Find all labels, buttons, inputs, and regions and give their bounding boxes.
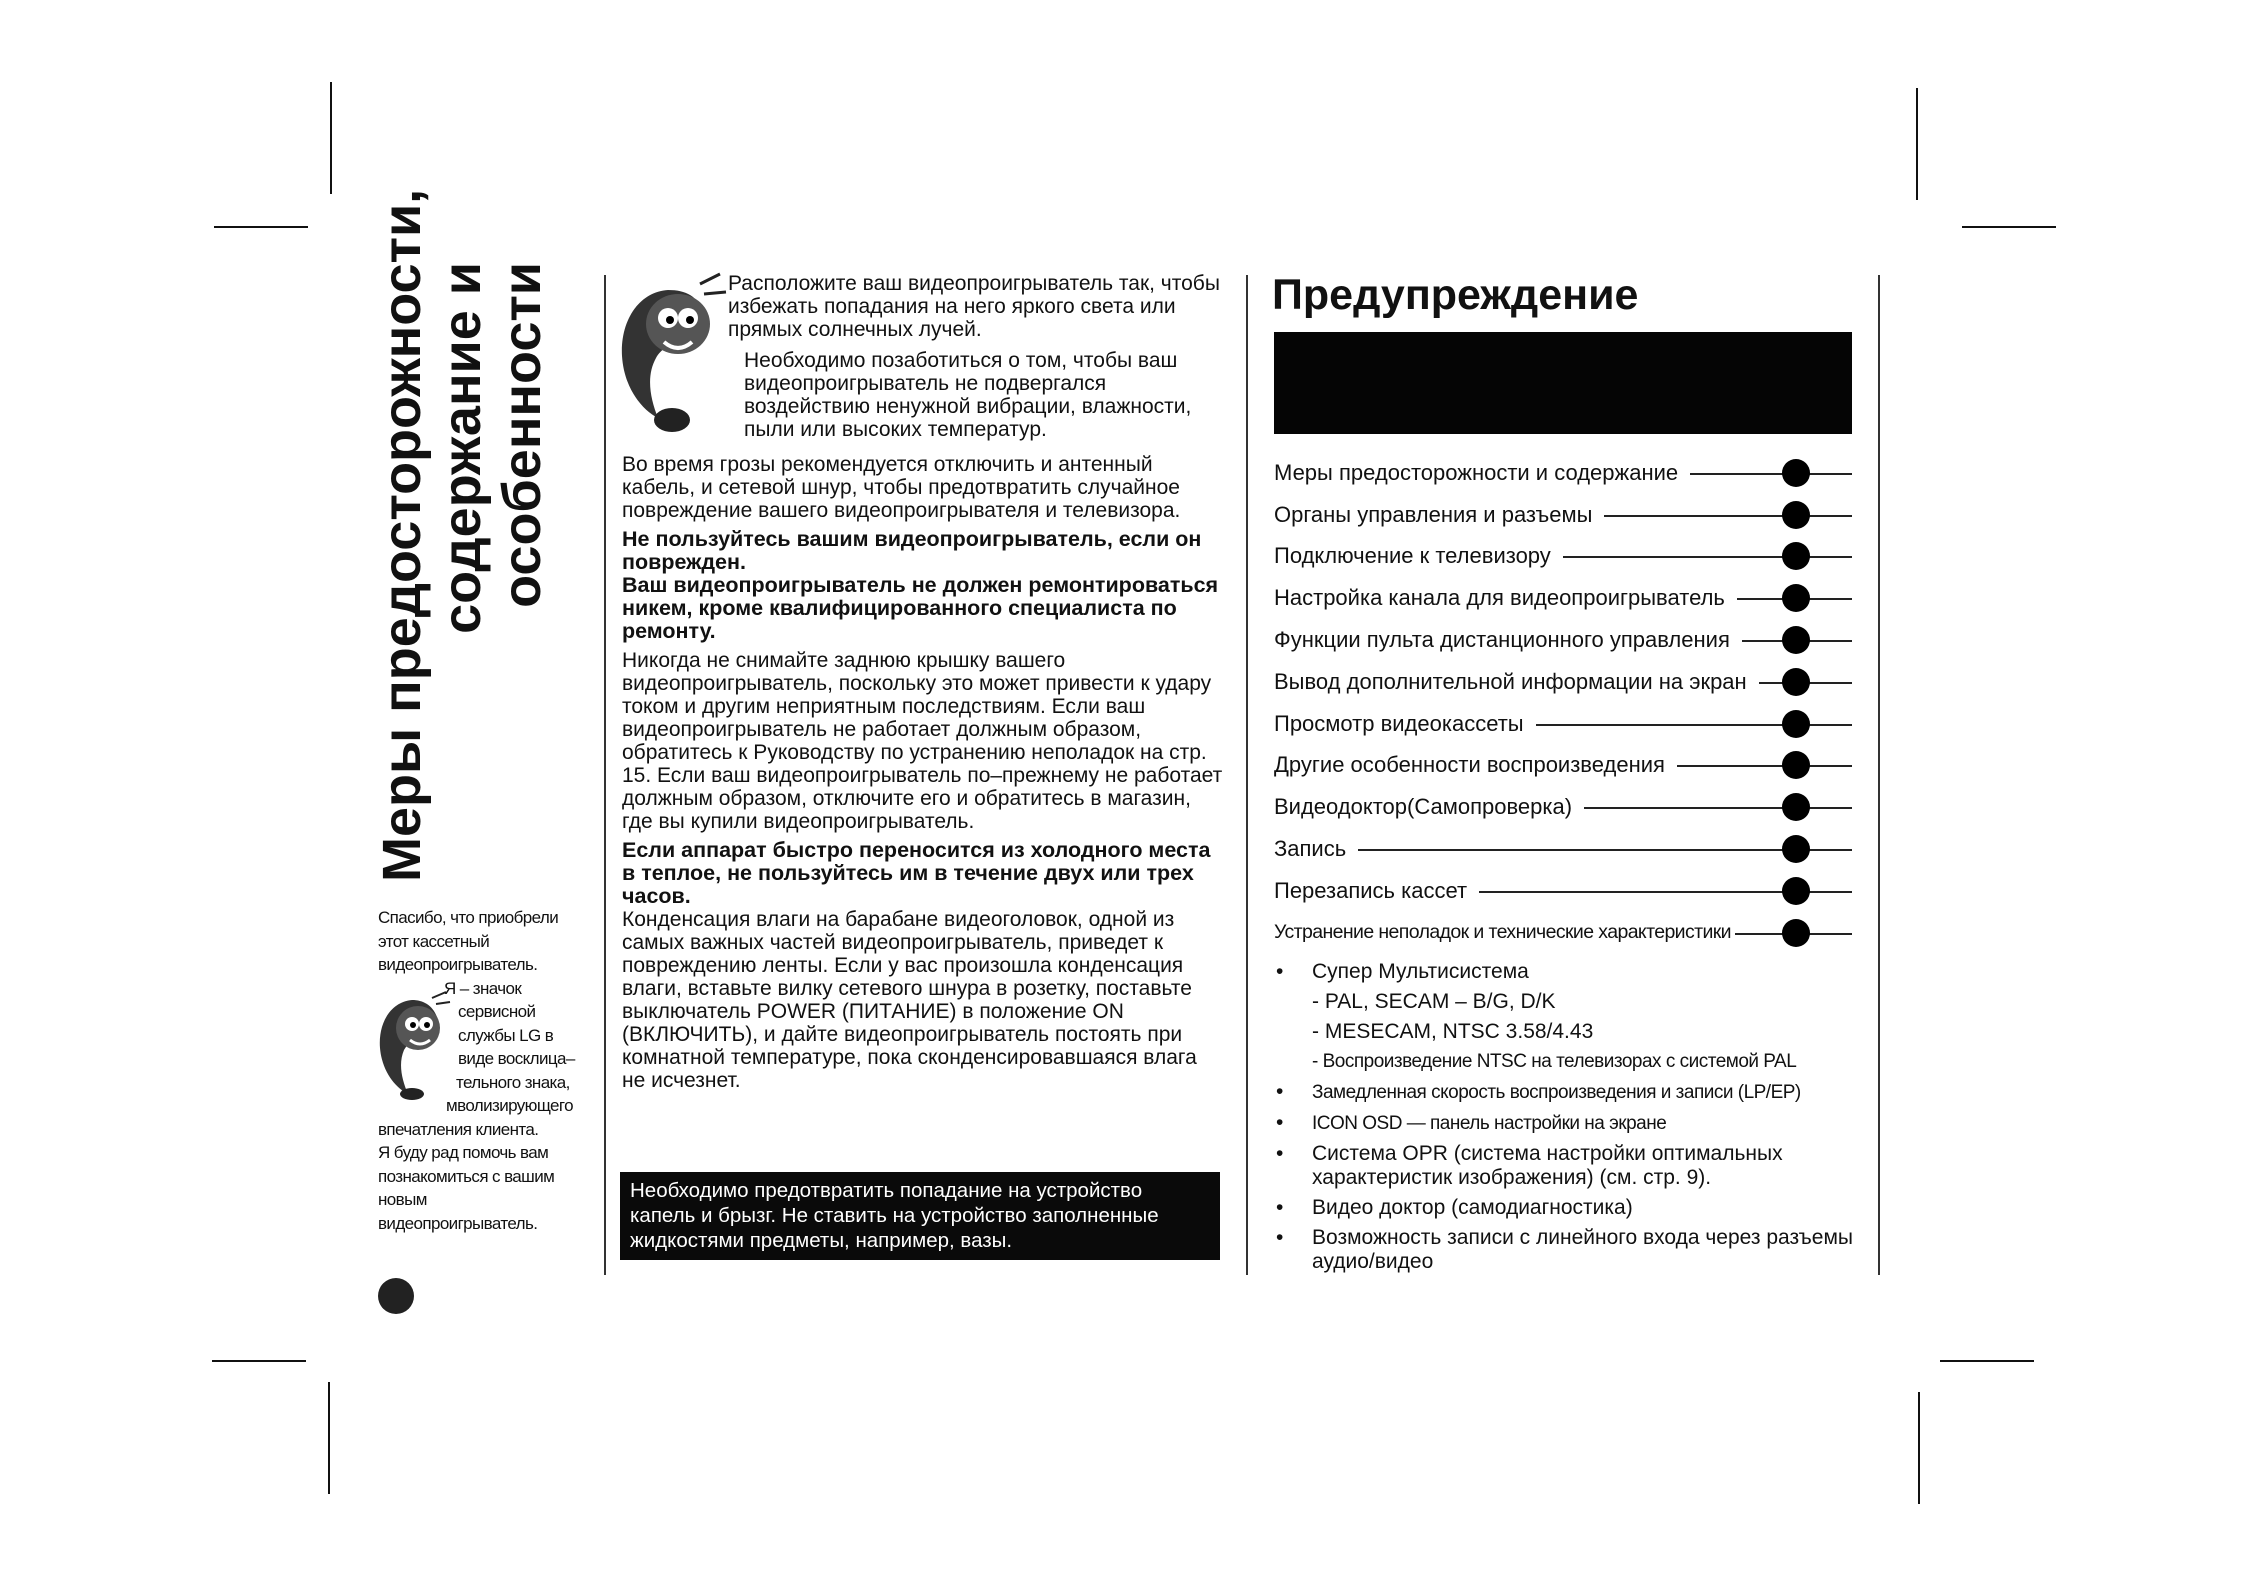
feature-list <box>1274 960 1874 1280</box>
toc-dot-icon <box>1782 459 1810 487</box>
feature-item: • Супер Мультисистема <box>1276 960 1529 983</box>
crop-mark <box>212 1360 306 1362</box>
toc-dot-icon <box>1782 501 1810 529</box>
toc-dot-icon <box>1782 793 1810 821</box>
title-line: Меры предосторожности, <box>372 188 432 882</box>
toc-item: Подключение к телевизору <box>1274 536 1852 578</box>
feature-subitem: - Воспроизведение NTSC на телевизорах с системой PAL <box>1312 1051 1797 1072</box>
note-line: тельного знака, <box>456 1072 570 1092</box>
bold-paragraph: Если аппарат быстро переносится из холодного места в теплое, не пользуйтесь им в течение двух или трех часов. <box>622 838 1211 908</box>
note-line: этот кассетный <box>378 931 490 951</box>
note-line: познакомиться с вашим <box>378 1166 555 1186</box>
intro-paragraph: Расположите ваш видеопроигрыватель так, чтобы избежать попадания на него яркого света или прямых солнечных лучей. <box>728 272 1220 341</box>
note-line: сервисной <box>458 1002 536 1021</box>
note-line: Я – значок <box>444 978 522 998</box>
toc-item: Другие особенности воспроизведения <box>1274 745 1852 787</box>
toc-dot-icon <box>1782 668 1810 696</box>
column-divider <box>604 275 606 1275</box>
toc-dot-icon <box>1782 751 1810 779</box>
safety-text <box>622 272 1224 1092</box>
feature-item: • Видео доктор (самодиагностика) <box>1276 1196 1633 1219</box>
feature-subitem: - MESECAM, NTSC 3.58/4.43 <box>1312 1020 1594 1043</box>
toc-item: Вывод дополнительной информации на экран <box>1274 661 1852 703</box>
toc-dot-icon <box>1782 710 1810 738</box>
page-title <box>372 188 572 882</box>
crop-mark <box>1962 226 2056 228</box>
note-line: Спасибо, что приобрели <box>378 908 559 927</box>
toc-item: Устранение неполадок и технические характеристики <box>1274 912 1852 954</box>
crop-mark <box>214 226 308 228</box>
column-divider <box>1246 275 1248 1275</box>
body-paragraph: Конденсация влаги на барабане видеоголовок, одной из самых важных частей видеопроигрыватель, приведет к повреждению ленты. Если у вас произошла конденсация влаги, вставьте вилку сетевого шнура в розетку, поставьте выключатель POWER (ПИТАНИЕ) в положение ON (ВКЛЮЧИТЬ), и дайте видеопроигрыватель постоять при комнатной температуре, пока сконденсировавшаяся влага не исчезнет. <box>622 908 1197 1092</box>
table-of-contents <box>1274 452 1852 954</box>
bold-paragraph: Ваш видеопроигрыватель не должен ремонтироваться никем, кроме квалифицированного специалиста по ремонту. <box>622 573 1219 643</box>
toc-item: Настройка канала для видеопроигрыватель <box>1274 577 1852 619</box>
toc-item: Функции пульта дистанционного управления <box>1274 619 1852 661</box>
note-line: впечатления клиента. <box>378 1119 539 1139</box>
page-marker-dot <box>378 1278 414 1314</box>
note-line: виде восклица– <box>458 1049 575 1068</box>
crop-mark <box>1940 1360 2034 1362</box>
toc-item: Меры предосторожности и содержание <box>1274 452 1852 494</box>
header-bar <box>1274 332 1852 434</box>
toc-dot-icon <box>1782 626 1810 654</box>
feature-subitem: - PAL, SECAM – B/G, D/K <box>1312 990 1556 1013</box>
toc-item: Просмотр видеокассеты <box>1274 703 1852 745</box>
crop-mark <box>1918 1392 1920 1504</box>
column-divider <box>1878 275 1880 1275</box>
toc-dot-icon <box>1782 542 1810 570</box>
section-title: Предупреждение <box>1272 271 1639 319</box>
feature-item: • Замедленная скорость воспроизведения и записи (LP/EP) <box>1276 1080 1801 1103</box>
toc-dot-icon <box>1782 877 1810 905</box>
feature-item: • ICON OSD — панель настройки на экране <box>1276 1111 1667 1134</box>
note-line: службы LG в <box>458 1025 554 1045</box>
mascot-note <box>378 906 596 1235</box>
title-line: особенности <box>492 262 552 608</box>
warning-box: Необходимо предотвратить попадание на устройство капель и брызг. Не ставить на устройство заполненные жидкостями предметы, например, вазы. <box>620 1172 1220 1260</box>
crop-mark <box>328 1382 330 1494</box>
feature-item: • Система OPR (система настройки оптимальных характеристик изображения) (см. стр. 9). <box>1276 1142 1783 1189</box>
crop-mark <box>1916 88 1918 200</box>
note-line: мволизирующего <box>446 1096 573 1115</box>
note-line: Я буду рад помочь вам <box>378 1143 549 1162</box>
body-paragraph: Во время грозы рекомендуется отключить и антенный кабель, и сетевой шнур, чтобы предотвратить случайное повреждение вашего видеопроигрывателя и телевизора. <box>622 453 1181 522</box>
toc-item: Перезапись кассет <box>1274 870 1852 912</box>
toc-item: Видеодоктор(Самопроверка) <box>1274 786 1852 828</box>
toc-dot-icon <box>1782 919 1810 947</box>
note-line: видеопроигрыватель. <box>378 1213 538 1233</box>
toc-dot-icon <box>1782 835 1810 863</box>
toc-dot-icon <box>1782 584 1810 612</box>
note-line: видеопроигрыватель. <box>378 955 538 974</box>
intro-paragraph: Необходимо позаботиться о том, чтобы ваш видеопроигрыватель не подвергался воздействию ненужной вибрации, влажности, пыли или высоких температур. <box>744 349 1192 441</box>
bold-paragraph: Не пользуйтесь вашим видеопроигрыватель, если он поврежден. <box>622 527 1202 574</box>
title-line: содержание и <box>432 262 492 634</box>
toc-item: Запись <box>1274 828 1852 870</box>
body-paragraph: Никогда не снимайте заднюю крышку вашего видеопроигрыватель, поскольку это может привести к удару током и другим неприятным последствиям. Если ваш видеопроигрыватель не работает должным образом, обратитесь к Руководству по устранению неполадок на стр. 15. Если ваш видеопроигрыватель по–прежнему не работает должным образом, отключите его и обратитесь в магазин, где вы купили видеопроигрыватель. <box>622 649 1223 833</box>
crop-mark <box>330 82 332 194</box>
toc-item: Органы управления и разъемы <box>1274 494 1852 536</box>
note-line: новым <box>378 1190 427 1209</box>
feature-item: • Возможность записи с линейного входа через разъемы аудио/видео <box>1276 1226 1853 1273</box>
